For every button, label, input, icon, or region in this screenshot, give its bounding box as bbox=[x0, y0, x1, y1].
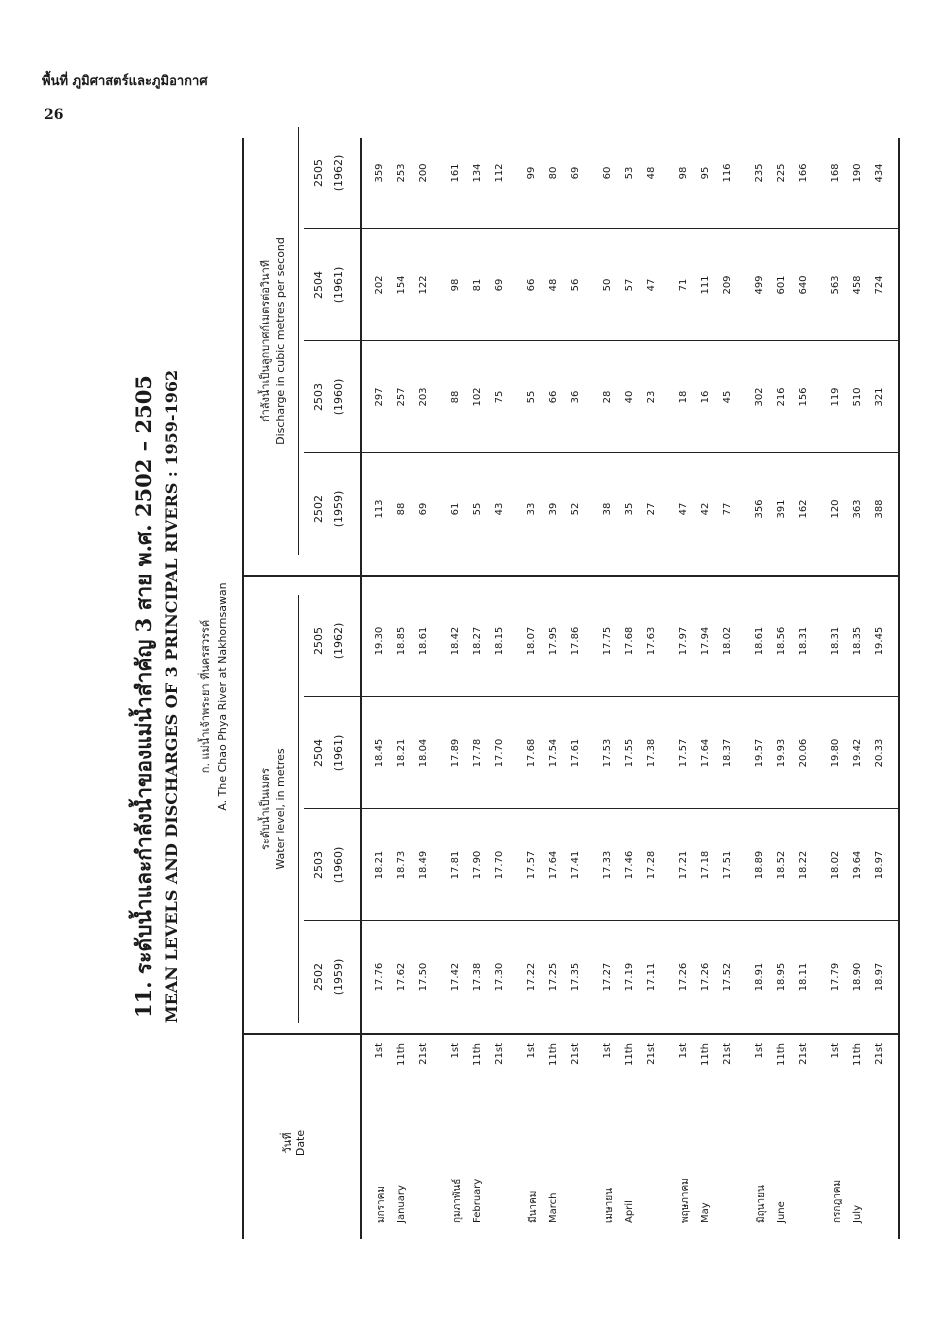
month-name-english: February bbox=[472, 1178, 483, 1223]
month-name-thai: มีนาคม bbox=[528, 1190, 539, 1223]
water-level-value: 17.27 bbox=[602, 962, 613, 992]
water-level-value: 17.35 bbox=[570, 962, 581, 992]
discharge-value: 120 bbox=[830, 499, 841, 519]
discharge-value: 69 bbox=[494, 278, 505, 292]
table-title-english: MEAN LEVELS AND DISCHARGES OF 3 PRINCIPAL RIVERS : 1959-1962 bbox=[162, 369, 181, 1024]
discharge-value: 55 bbox=[472, 502, 483, 516]
water-level-value: 18.31 bbox=[830, 626, 841, 656]
water-level-value: 17.21 bbox=[678, 850, 689, 880]
water-level-value: 18.04 bbox=[418, 738, 429, 768]
discharge-value: 61 bbox=[450, 502, 461, 516]
discharge-value: 53 bbox=[624, 166, 635, 180]
water-level-value: 18.02 bbox=[722, 626, 733, 656]
water-level-value: 17.42 bbox=[450, 962, 461, 992]
discharge-value: 48 bbox=[646, 166, 657, 180]
discharge-value: 257 bbox=[396, 387, 407, 407]
page-number: 26 bbox=[44, 107, 64, 123]
water-level-value: 17.46 bbox=[624, 850, 635, 880]
day-label: 21st bbox=[494, 1043, 505, 1065]
discharge-header-underline bbox=[298, 127, 299, 555]
discharge-value: 563 bbox=[830, 275, 841, 295]
discharge-value: 190 bbox=[852, 163, 863, 183]
water-level-value: 17.57 bbox=[526, 850, 537, 880]
month-name-english: March bbox=[548, 1192, 559, 1223]
year-column-rule bbox=[304, 340, 898, 341]
water-level-header-thai: ระดับน้ำเป็นเมตร bbox=[259, 768, 272, 850]
water-level-value: 17.19 bbox=[624, 962, 635, 992]
discharge-value: 75 bbox=[494, 390, 505, 404]
water-level-value: 18.42 bbox=[450, 626, 461, 656]
discharge-header-english: Discharge in cubic metres per second bbox=[274, 237, 287, 445]
year-header-be: 2505 bbox=[312, 159, 325, 187]
discharge-value: 81 bbox=[472, 278, 483, 292]
water-level-value: 17.95 bbox=[548, 626, 559, 656]
discharge-value: 40 bbox=[624, 390, 635, 404]
water-level-value: 18.91 bbox=[754, 962, 765, 992]
discharge-value: 458 bbox=[852, 275, 863, 295]
water-level-value: 19.57 bbox=[754, 738, 765, 768]
discharge-value: 388 bbox=[874, 499, 885, 519]
day-label: 1st bbox=[602, 1043, 613, 1059]
group-divider-rule bbox=[242, 576, 898, 578]
discharge-value: 38 bbox=[602, 502, 613, 516]
discharge-value: 98 bbox=[678, 166, 689, 180]
water-level-value: 17.50 bbox=[418, 962, 429, 992]
year-header-ce: (1960) bbox=[332, 846, 345, 884]
water-level-value: 17.52 bbox=[722, 962, 733, 992]
discharge-value: 102 bbox=[472, 387, 483, 407]
table-header-bottom-rule bbox=[360, 138, 362, 1239]
water-level-value: 18.73 bbox=[396, 850, 407, 880]
water-level-value: 18.27 bbox=[472, 626, 483, 656]
discharge-value: 35 bbox=[624, 502, 635, 516]
table-title-thai: 11. ระดับน้ำและกำลังน้ำของแม่น้ำสำคัญ 3 สาย พ.ศ. 2502 – 2505 bbox=[131, 375, 156, 1018]
year-header-be: 2504 bbox=[312, 271, 325, 299]
water-level-value: 17.51 bbox=[722, 850, 733, 880]
discharge-value: 356 bbox=[754, 499, 765, 519]
month-name-english: January bbox=[396, 1185, 407, 1223]
discharge-value: 391 bbox=[776, 499, 787, 519]
discharge-value: 116 bbox=[722, 163, 733, 183]
year-column-rule bbox=[304, 228, 898, 229]
discharge-value: 162 bbox=[798, 499, 809, 519]
discharge-value: 80 bbox=[548, 166, 559, 180]
day-label: 1st bbox=[830, 1043, 841, 1059]
water-level-value: 17.70 bbox=[494, 850, 505, 880]
year-header-ce: (1962) bbox=[332, 622, 345, 660]
water-level-value: 17.63 bbox=[646, 626, 657, 656]
table-top-rule bbox=[242, 138, 244, 1239]
discharge-value: 499 bbox=[754, 275, 765, 295]
water-level-value: 17.30 bbox=[494, 962, 505, 992]
water-level-value: 17.64 bbox=[700, 738, 711, 768]
year-header-ce: (1959) bbox=[332, 490, 345, 528]
discharge-value: 95 bbox=[700, 166, 711, 180]
month-name-thai: กรกฎาคม bbox=[832, 1179, 843, 1223]
water-level-value: 17.38 bbox=[472, 962, 483, 992]
discharge-value: 88 bbox=[396, 502, 407, 516]
water-level-value: 18.31 bbox=[798, 626, 809, 656]
water-level-value: 19.80 bbox=[830, 738, 841, 768]
discharge-value: 134 bbox=[472, 163, 483, 183]
day-label: 11th bbox=[776, 1043, 787, 1066]
water-level-value: 18.49 bbox=[418, 850, 429, 880]
water-level-value: 18.02 bbox=[830, 850, 841, 880]
discharge-value: 88 bbox=[450, 390, 461, 404]
discharge-value: 359 bbox=[374, 163, 385, 183]
water-level-value: 17.68 bbox=[526, 738, 537, 768]
discharge-value: 154 bbox=[396, 275, 407, 295]
discharge-value: 640 bbox=[798, 275, 809, 295]
water-level-value: 17.26 bbox=[700, 962, 711, 992]
water-level-value: 18.21 bbox=[374, 850, 385, 880]
discharge-value: 363 bbox=[852, 499, 863, 519]
water-level-value: 17.53 bbox=[602, 738, 613, 768]
water-level-value: 17.26 bbox=[678, 962, 689, 992]
day-label: 21st bbox=[722, 1043, 733, 1065]
water-level-value: 18.61 bbox=[418, 626, 429, 656]
year-column-rule bbox=[304, 920, 898, 921]
discharge-value: 510 bbox=[852, 387, 863, 407]
year-header-be: 2502 bbox=[312, 963, 325, 991]
discharge-value: 23 bbox=[646, 390, 657, 404]
discharge-value: 111 bbox=[700, 275, 711, 295]
discharge-value: 156 bbox=[798, 387, 809, 407]
water-level-value: 19.45 bbox=[874, 626, 885, 656]
discharge-value: 69 bbox=[570, 166, 581, 180]
year-column-rule bbox=[304, 696, 898, 697]
water-level-value: 17.62 bbox=[396, 962, 407, 992]
water-level-value: 17.79 bbox=[830, 962, 841, 992]
discharge-value: 119 bbox=[830, 387, 841, 407]
discharge-value: 302 bbox=[754, 387, 765, 407]
day-label: 1st bbox=[450, 1043, 461, 1059]
month-name-thai: เมษายน bbox=[604, 1188, 615, 1223]
day-label: 11th bbox=[548, 1043, 559, 1066]
date-column-rule bbox=[242, 1034, 898, 1036]
discharge-value: 39 bbox=[548, 502, 559, 516]
year-header-ce: (1959) bbox=[332, 958, 345, 996]
day-label: 1st bbox=[678, 1043, 689, 1059]
month-name-thai: มกราคม bbox=[376, 1186, 387, 1223]
discharge-value: 36 bbox=[570, 390, 581, 404]
year-header-ce: (1961) bbox=[332, 266, 345, 304]
day-label: 21st bbox=[874, 1043, 885, 1065]
month-name-english: June bbox=[776, 1201, 787, 1223]
water-level-value: 19.93 bbox=[776, 738, 787, 768]
water-level-value: 17.25 bbox=[548, 962, 559, 992]
discharge-value: 33 bbox=[526, 502, 537, 516]
water-level-value: 18.95 bbox=[776, 962, 787, 992]
discharge-value: 57 bbox=[624, 278, 635, 292]
water-level-value: 19.42 bbox=[852, 738, 863, 768]
day-label: 1st bbox=[526, 1043, 537, 1059]
day-label: 1st bbox=[754, 1043, 765, 1059]
discharge-value: 724 bbox=[874, 275, 885, 295]
water-level-value: 17.22 bbox=[526, 962, 537, 992]
discharge-value: 47 bbox=[678, 502, 689, 516]
discharge-value: 122 bbox=[418, 275, 429, 295]
year-header-ce: (1961) bbox=[332, 734, 345, 772]
year-header-ce: (1960) bbox=[332, 378, 345, 416]
water-level-value: 17.78 bbox=[472, 738, 483, 768]
water-level-value: 17.54 bbox=[548, 738, 559, 768]
water-level-value: 18.61 bbox=[754, 626, 765, 656]
water-level-value: 18.90 bbox=[852, 962, 863, 992]
water-level-value: 18.56 bbox=[776, 626, 787, 656]
water-level-value: 17.89 bbox=[450, 738, 461, 768]
water-level-value: 17.41 bbox=[570, 850, 581, 880]
discharge-value: 216 bbox=[776, 387, 787, 407]
day-label: 11th bbox=[624, 1043, 635, 1066]
month-name-thai: มิถุนายน bbox=[756, 1185, 767, 1223]
year-header-be: 2502 bbox=[312, 495, 325, 523]
water-level-value: 19.64 bbox=[852, 850, 863, 880]
water-level-value: 17.33 bbox=[602, 850, 613, 880]
discharge-value: 56 bbox=[570, 278, 581, 292]
water-level-value: 17.11 bbox=[646, 962, 657, 992]
water-level-value: 18.35 bbox=[852, 626, 863, 656]
water-level-value: 17.28 bbox=[646, 850, 657, 880]
discharge-value: 98 bbox=[450, 278, 461, 292]
water-level-value: 17.90 bbox=[472, 850, 483, 880]
month-name-english: May bbox=[700, 1202, 711, 1223]
day-label: 11th bbox=[472, 1043, 483, 1066]
rotated-table-area bbox=[128, 130, 908, 1263]
discharge-value: 66 bbox=[526, 278, 537, 292]
water-level-value: 17.70 bbox=[494, 738, 505, 768]
discharge-value: 16 bbox=[700, 390, 711, 404]
water-level-value: 17.68 bbox=[624, 626, 635, 656]
discharge-value: 161 bbox=[450, 163, 461, 183]
discharge-value: 66 bbox=[548, 390, 559, 404]
water-level-value: 17.97 bbox=[678, 626, 689, 656]
discharge-value: 47 bbox=[646, 278, 657, 292]
year-column-rule bbox=[304, 452, 898, 453]
discharge-value: 113 bbox=[374, 499, 385, 519]
discharge-value: 48 bbox=[548, 278, 559, 292]
discharge-value: 297 bbox=[374, 387, 385, 407]
water-level-value: 17.86 bbox=[570, 626, 581, 656]
water-level-value: 18.89 bbox=[754, 850, 765, 880]
water-level-value: 18.22 bbox=[798, 850, 809, 880]
day-label: 21st bbox=[646, 1043, 657, 1065]
water-level-header-english: Water level, in metres bbox=[274, 748, 287, 870]
day-label: 21st bbox=[798, 1043, 809, 1065]
water-level-value: 18.85 bbox=[396, 626, 407, 656]
discharge-value: 27 bbox=[646, 502, 657, 516]
water-level-value: 19.30 bbox=[374, 626, 385, 656]
running-header: พื้นที่ ภูมิศาสตร์และภูมิอากาศ bbox=[42, 74, 208, 89]
year-header-be: 2505 bbox=[312, 627, 325, 655]
discharge-value: 434 bbox=[874, 163, 885, 183]
year-header-be: 2503 bbox=[312, 383, 325, 411]
water-level-value: 17.81 bbox=[450, 850, 461, 880]
year-header-ce: (1962) bbox=[332, 154, 345, 192]
water-level-value: 17.55 bbox=[624, 738, 635, 768]
discharge-value: 99 bbox=[526, 166, 537, 180]
water-level-value: 18.52 bbox=[776, 850, 787, 880]
discharge-value: 225 bbox=[776, 163, 787, 183]
year-column-rule bbox=[304, 808, 898, 809]
discharge-value: 203 bbox=[418, 387, 429, 407]
discharge-value: 235 bbox=[754, 163, 765, 183]
water-level-value: 17.64 bbox=[548, 850, 559, 880]
water-level-value: 18.97 bbox=[874, 850, 885, 880]
month-name-thai: พฤษภาคม bbox=[680, 1178, 691, 1223]
month-name-english: July bbox=[852, 1205, 863, 1223]
water-level-value: 18.11 bbox=[798, 962, 809, 992]
discharge-value: 55 bbox=[526, 390, 537, 404]
water-level-value: 18.15 bbox=[494, 626, 505, 656]
discharge-value: 253 bbox=[396, 163, 407, 183]
day-label: 11th bbox=[396, 1043, 407, 1066]
discharge-value: 112 bbox=[494, 163, 505, 183]
discharge-value: 601 bbox=[776, 275, 787, 295]
water-level-value: 18.45 bbox=[374, 738, 385, 768]
discharge-value: 42 bbox=[700, 502, 711, 516]
water-level-value: 17.61 bbox=[570, 738, 581, 768]
water-level-value: 17.94 bbox=[700, 626, 711, 656]
water-header-underline bbox=[298, 595, 299, 1023]
day-label: 11th bbox=[700, 1043, 711, 1066]
day-label: 21st bbox=[418, 1043, 429, 1065]
water-level-value: 20.06 bbox=[798, 738, 809, 768]
discharge-value: 209 bbox=[722, 275, 733, 295]
discharge-value: 200 bbox=[418, 163, 429, 183]
discharge-header-thai: กำลังน้ำเป็นลูกบาศก์เมตรต่อวินาที bbox=[259, 259, 272, 423]
year-header-be: 2503 bbox=[312, 851, 325, 879]
day-label: 1st bbox=[374, 1043, 385, 1059]
discharge-value: 77 bbox=[722, 502, 733, 516]
discharge-value: 202 bbox=[374, 275, 385, 295]
day-label: 21st bbox=[570, 1043, 581, 1065]
water-level-value: 17.75 bbox=[602, 626, 613, 656]
water-level-value: 18.97 bbox=[874, 962, 885, 992]
discharge-value: 321 bbox=[874, 387, 885, 407]
discharge-value: 71 bbox=[678, 278, 689, 292]
water-level-value: 20.33 bbox=[874, 738, 885, 768]
water-level-value: 17.18 bbox=[700, 850, 711, 880]
date-header-thai: วันที่ bbox=[281, 1132, 294, 1154]
discharge-value: 28 bbox=[602, 390, 613, 404]
water-level-value: 17.57 bbox=[678, 738, 689, 768]
day-label: 11th bbox=[852, 1043, 863, 1066]
discharge-value: 45 bbox=[722, 390, 733, 404]
month-name-thai: กุมภาพันธ์ bbox=[452, 1178, 463, 1223]
month-name-english: April bbox=[624, 1200, 635, 1223]
discharge-value: 69 bbox=[418, 502, 429, 516]
year-header-be: 2504 bbox=[312, 739, 325, 767]
discharge-value: 52 bbox=[570, 502, 581, 516]
water-level-value: 17.38 bbox=[646, 738, 657, 768]
discharge-value: 168 bbox=[830, 163, 841, 183]
water-level-value: 18.37 bbox=[722, 738, 733, 768]
table-subtitle-english: A. The Chao Phya River at Nakhornsawan bbox=[216, 582, 229, 811]
discharge-value: 166 bbox=[798, 163, 809, 183]
table-bottom-rule bbox=[898, 138, 900, 1239]
table-subtitle-thai: ก. แม่น้ำเจ้าพระยา ที่นครสวรรค์ bbox=[199, 619, 212, 774]
discharge-value: 60 bbox=[602, 166, 613, 180]
discharge-value: 43 bbox=[494, 502, 505, 516]
date-header-english: Date bbox=[294, 1129, 307, 1157]
discharge-value: 18 bbox=[678, 390, 689, 404]
water-level-value: 18.21 bbox=[396, 738, 407, 768]
discharge-value: 50 bbox=[602, 278, 613, 292]
water-level-value: 17.76 bbox=[374, 962, 385, 992]
water-level-value: 18.07 bbox=[526, 626, 537, 656]
